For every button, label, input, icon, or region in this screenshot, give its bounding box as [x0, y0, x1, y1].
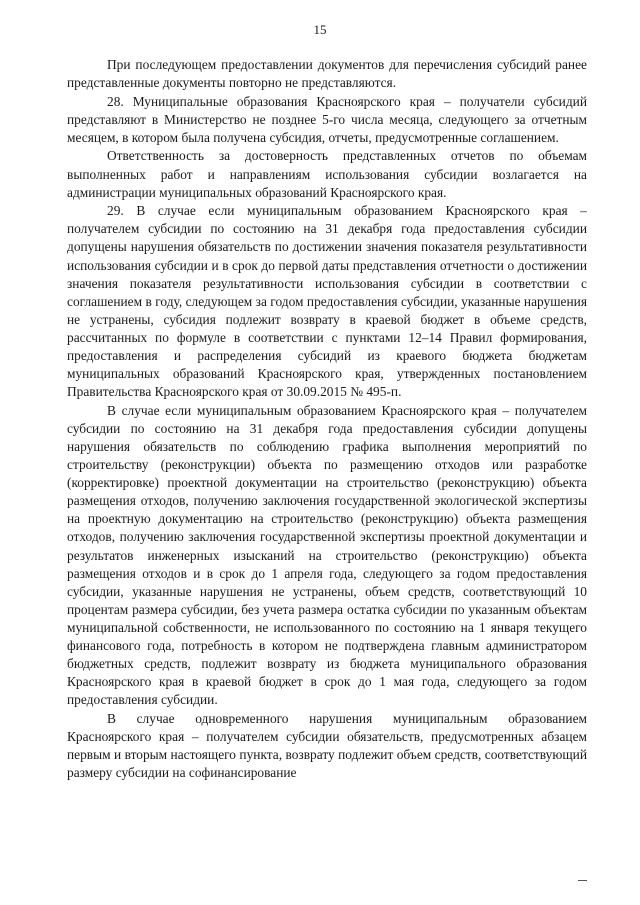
page-number: 15 [313, 22, 327, 37]
paragraph-simultaneous-violation: В случае одновременного нарушения муниципальным образованием Красноярского края – получателем субсидии обязательств, предусмотренных абзацем первым и вторым настоящего пункта, возврату подлежит объем средств, соответствующий размеру субсидии на софинансирование [67, 710, 587, 781]
paragraph-item-28-reports: 28. Муниципальные образования Красноярского края – получатели субсидий представляют в Министерство не позднее 5-го числа месяца, следующего за отчетным месяцем, в котором была получена субсидия, отчеты, предусмотренные соглашением. [67, 93, 587, 145]
paragraph-documents-not-resubmitted: При последующем предоставлении документов для перечисления субсидий ранее представленные документы повторно не представляются. [67, 57, 587, 91]
paragraph-schedule-violation-refund: В случае если муниципальным образованием Красноярского края – получателем субсидии по состоянию на 31 декабря года предоставления субсидии допущены нарушения обязательств по соблюдению графика выполнения мероприятий по строительству (реконструкции) объекта по размещению отходов или разработке (корректировке) проектной документации на строительство (реконструкцию) объекта размещения отходов, получению заключения государственной экологической экспертизы на проектную документацию на строительство (реконструкцию) объекта размещения отходов, получению заключения государственной экспертизы проектной документации и результатов инженерных изысканий на строительство (реконструкцию) объекта размещения отходов и в срок до 1 апреля года, следующего за годом предоставления субсидии, указанные нарушения не устранены, объем средств, соответствующий 10 процентам размера субсидии, без учета размера остатка субсидии по указанным объектам муниципальной собственности, не использованного по состоянию на 1 января текущего финансового года, потребность в котором не подтверждена главным администратором бюджетных средств, подлежит возврату из бюджета муниципального образования Красноярского края в краевой бюджет в срок до 1 мая года, следующего за годом предоставления субсидии. [67, 402, 587, 708]
scan-mark [578, 880, 587, 881]
document-body [67, 56, 587, 782]
paragraph-reports-responsibility: Ответственность за достоверность представленных отчетов по объемам выполненных работ и направлениям использования субсидии возлагается на администрации муниципальных образований Красноярского края. [67, 148, 587, 200]
paragraph-item-29-refund: 29. В случае если муниципальным образованием Красноярского края – получателем субсидии по состоянию на 31 декабря года предоставления субсидии допущены нарушения обязательств по достижении значения показателя результативности использования субсидии и в срок до первой даты представления отчетности о достижении значения показателя результативности использования субсидии в соответствии с соглашением в году, следующем за годом предоставления субсидии, указанные нарушения не устранены, субсидия подлежит возврату в краевой бюджет в объеме средств, рассчитанных по формуле в соответствии с пунктами 12–14 Правил формирования, предоставления и распределения субсидий из краевого бюджета бюджетам муниципальных образований Красноярского края, утвержденных постановлением Правительства Красноярского края от 30.09.2015 № 495-п. [67, 203, 587, 400]
